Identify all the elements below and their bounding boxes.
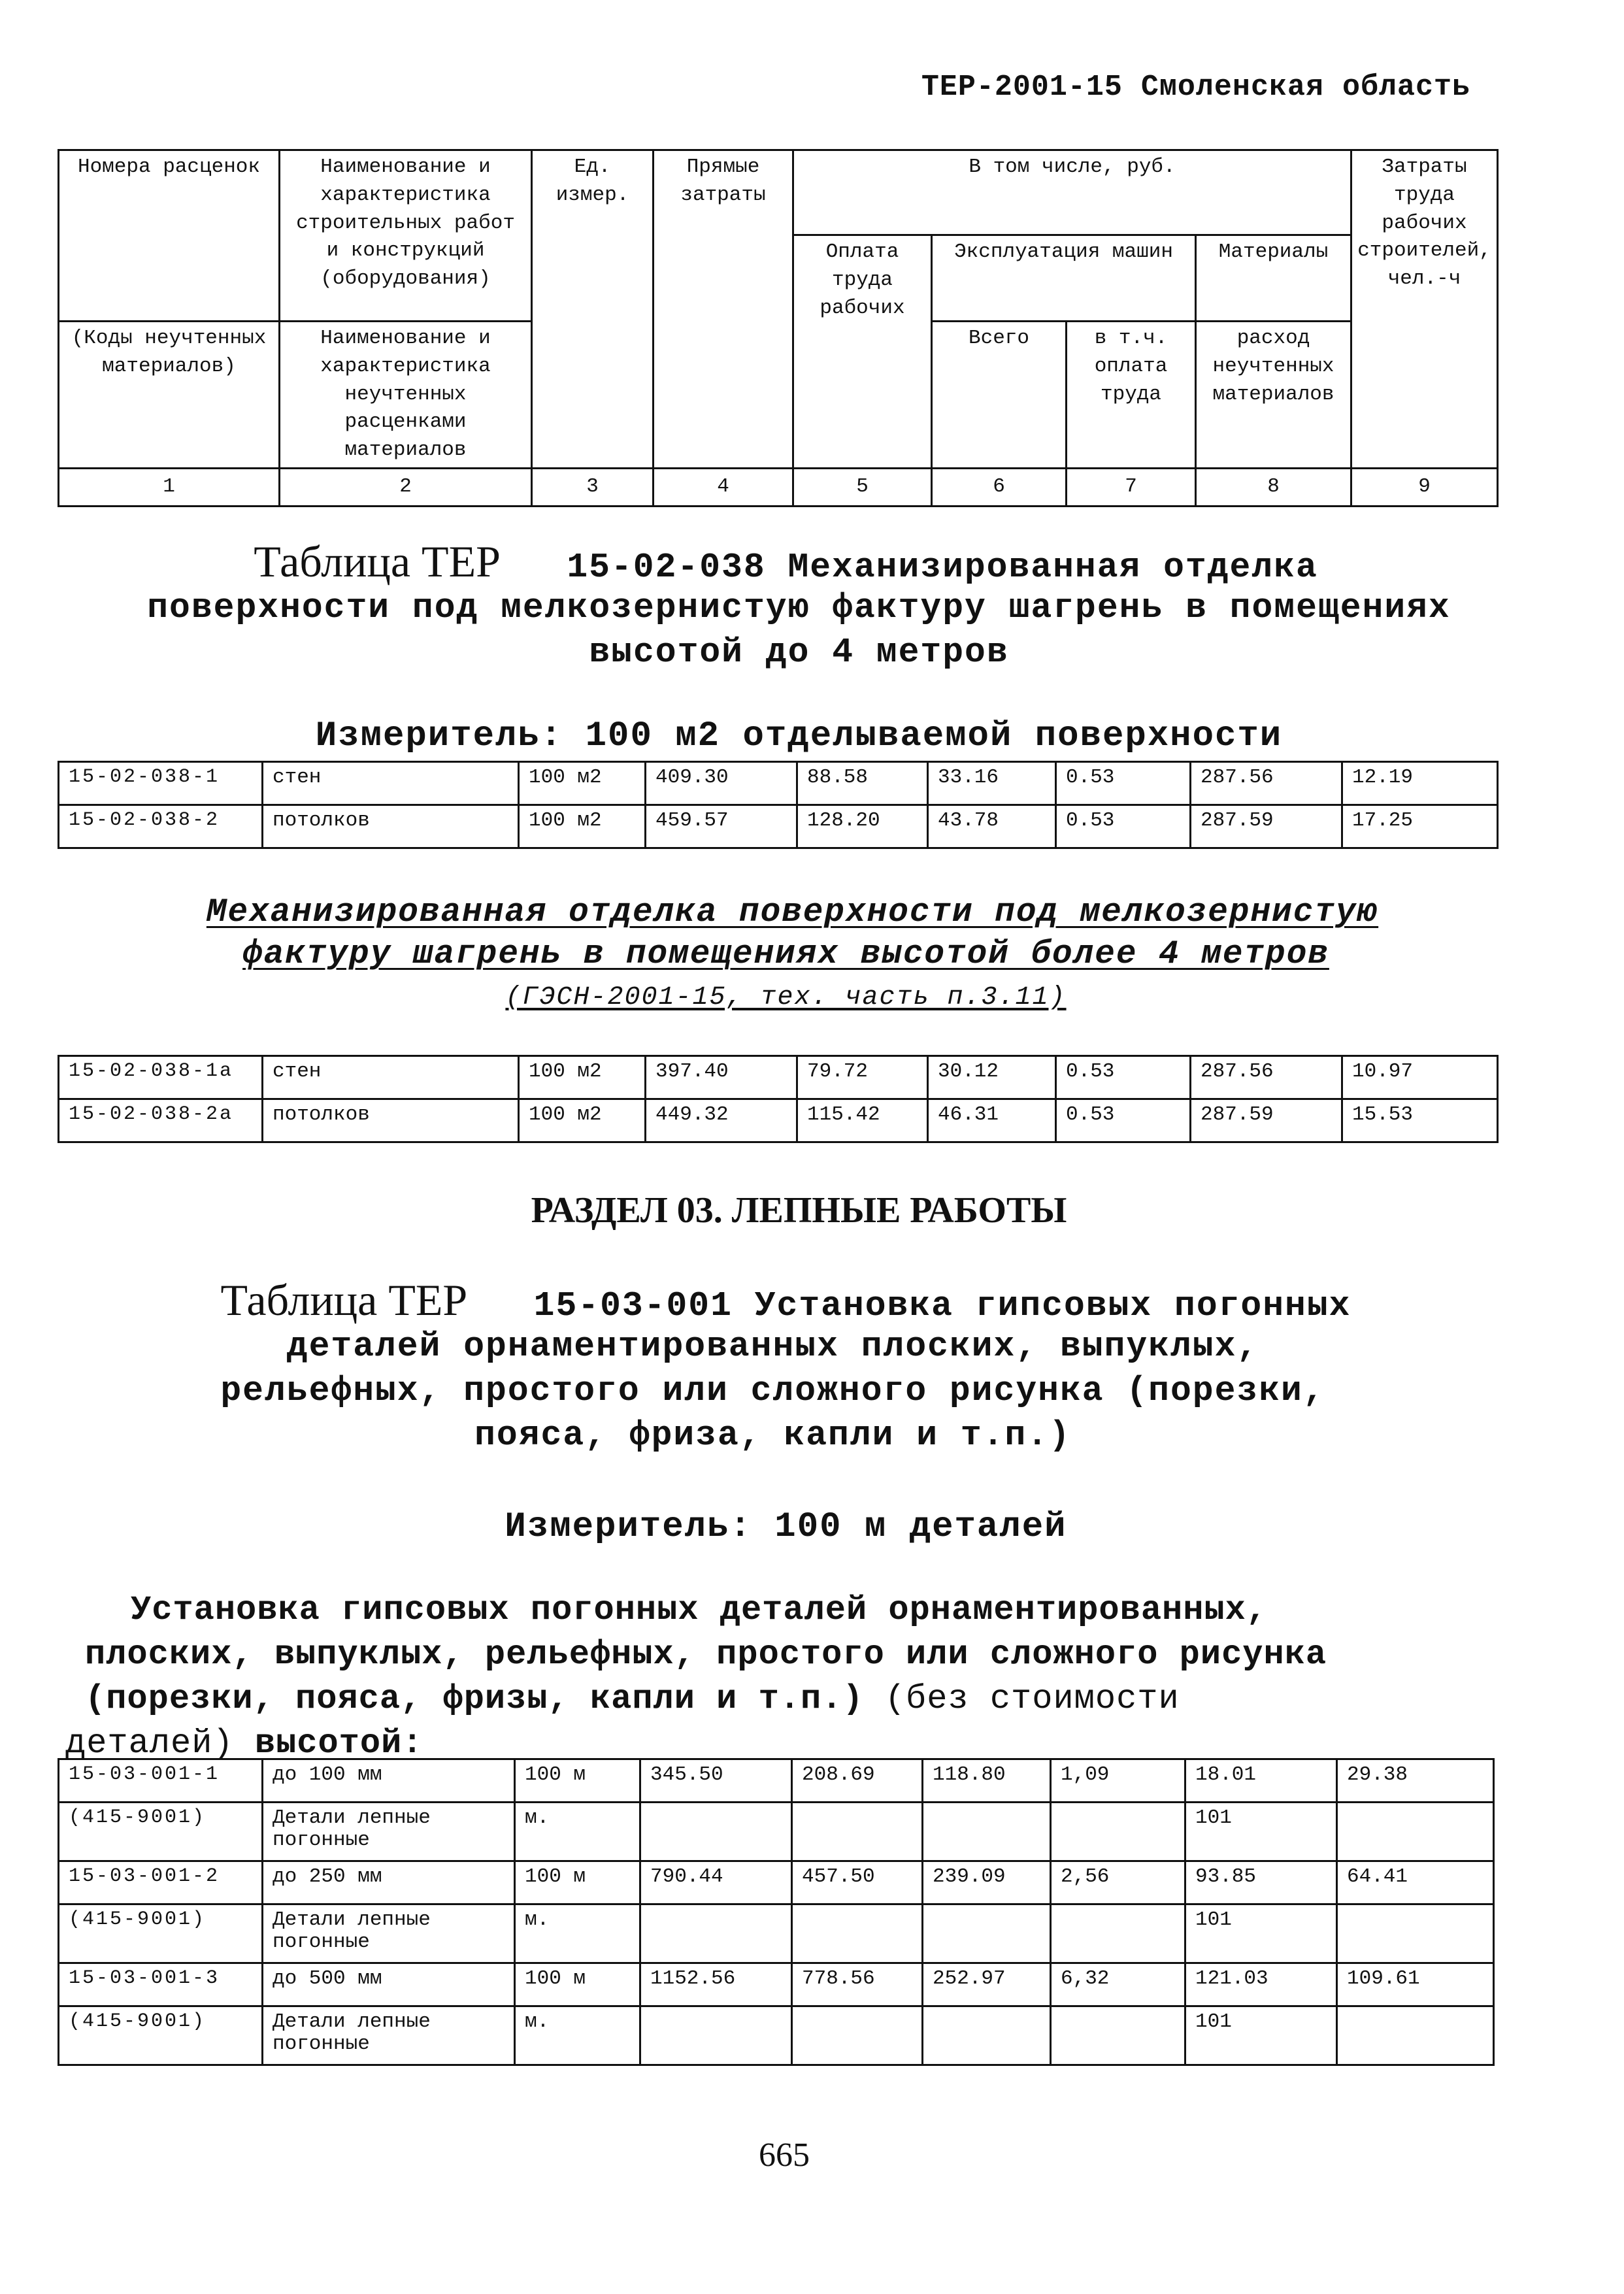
table1-title-line1 (0, 536, 1598, 588)
rate-unit: 100 м (515, 1963, 640, 2006)
rate-materials: 287.56 (1191, 1056, 1342, 1099)
empty-cell (923, 1803, 1051, 1861)
rate-name: стен (263, 762, 519, 805)
table-row (59, 2006, 1494, 2065)
rate-labor-pay: 208.69 (792, 1759, 923, 1803)
rate-unit: 100 м (515, 1861, 640, 1904)
header-unit: Ед. измер. (532, 150, 654, 469)
table-row (59, 1803, 1494, 1861)
table-row (59, 762, 1498, 805)
rate-materials: 18.01 (1185, 1759, 1337, 1803)
header-rate-numbers: Номера расценок (59, 150, 280, 322)
material-name: Детали лепные погонные (263, 2006, 515, 2065)
header-machine-operation: Эксплуатация машин (932, 235, 1196, 322)
rate-labor-hours: 15.53 (1342, 1099, 1498, 1142)
table-row (59, 1099, 1498, 1142)
rate-labor-hours: 29.38 (1337, 1759, 1494, 1803)
rate-code: 15-02-038-2 (59, 805, 263, 848)
rate-unit: 100 м (515, 1759, 640, 1803)
table1-measure: Измеритель: 100 м2 отделываемой поверхности (315, 716, 1283, 756)
rate-labor-hours: 64.41 (1337, 1861, 1494, 1904)
table-row (59, 1056, 1498, 1099)
rate-code: 15-03-001-1 (59, 1759, 263, 1803)
table1a-data (58, 1055, 1499, 1143)
rate-machines-labor: 6,32 (1051, 1963, 1185, 2006)
rate-code: 15-02-038-2а (59, 1099, 263, 1142)
column-number: 1 (59, 468, 280, 506)
table-row (59, 1861, 1494, 1904)
material-consumption: 101 (1185, 1803, 1337, 1861)
table-row (59, 1963, 1494, 2006)
table-row (59, 805, 1498, 848)
table2-measure: Измеритель: 100 м деталей (505, 1507, 1067, 1547)
rate-unit: 100 м2 (519, 762, 646, 805)
table1-title-line2: поверхности под мелкозернистую фактуру шагрень в помещениях (147, 588, 1451, 627)
table2-title-line1 (0, 1274, 1598, 1326)
rate-machines: 43.78 (928, 805, 1056, 848)
table1-code: 15-02-038 (567, 548, 766, 587)
rate-direct: 409.30 (646, 762, 797, 805)
empty-cell (1051, 2006, 1185, 2065)
rate-materials: 121.03 (1185, 1963, 1337, 2006)
material-code: (415-9001) (59, 1904, 263, 1963)
column-number: 4 (654, 468, 793, 506)
header-machines-labor: в т.ч. оплата труда (1067, 322, 1196, 469)
rate-machines: 252.97 (923, 1963, 1051, 2006)
empty-cell (923, 1904, 1051, 1963)
column-number: 2 (280, 468, 532, 506)
material-consumption: 101 (1185, 1904, 1337, 1963)
rate-unit: 100 м2 (519, 805, 646, 848)
rate-name: потолков (263, 1099, 519, 1142)
empty-cell (640, 1904, 792, 1963)
column-number: 5 (793, 468, 932, 506)
material-name: Детали лепные погонные (263, 1803, 515, 1861)
description-line: плоских, выпуклых, рельефных, простого или сложного рисунка (85, 1635, 1327, 1674)
rate-materials: 287.59 (1191, 805, 1342, 848)
rate-direct: 397.40 (646, 1056, 797, 1099)
material-unit: м. (515, 1904, 640, 1963)
table1-title-line3: высотой до 4 метров (589, 633, 1009, 672)
rate-name: стен (263, 1056, 519, 1099)
rate-labor-hours: 10.97 (1342, 1056, 1498, 1099)
empty-cell (792, 1803, 923, 1861)
rate-code: 15-03-001-3 (59, 1963, 263, 2006)
rate-machines-labor: 0.53 (1056, 762, 1191, 805)
rate-labor-hours: 12.19 (1342, 762, 1498, 805)
header-machines-total: Всего (932, 322, 1067, 469)
rate-labor-hours: 17.25 (1342, 805, 1498, 848)
rate-name: до 500 мм (263, 1963, 515, 2006)
table1-title-text: Механизированная отделка (787, 548, 1318, 587)
rate-labor-hours: 109.61 (1337, 1963, 1494, 2006)
empty-cell (1337, 1904, 1494, 1963)
header-direct-costs: Прямые затраты (654, 150, 793, 469)
material-code: (415-9001) (59, 2006, 263, 2065)
header-unaccounted-codes: (Коды неучтенных материалов) (59, 322, 280, 469)
table2-title-text: Установка гипсовых погонных (754, 1286, 1351, 1325)
rate-unit: 100 м2 (519, 1099, 646, 1142)
material-consumption: 101 (1185, 2006, 1337, 2065)
rate-direct: 345.50 (640, 1759, 792, 1803)
rate-code: 15-02-038-1 (59, 762, 263, 805)
column-header-table (58, 149, 1499, 507)
rate-labor-pay: 88.58 (797, 762, 928, 805)
header-labor-pay: Оплата труда рабочих (793, 235, 932, 469)
page-number: 665 (759, 2136, 810, 2174)
column-number: 8 (1196, 468, 1351, 506)
empty-cell (792, 1904, 923, 1963)
rate-machines: 46.31 (928, 1099, 1056, 1142)
table2-code: 15-03-001 (533, 1286, 733, 1325)
header-unaccounted-name: Наименование и характеристика неучтенных расценками материалов (280, 322, 532, 469)
material-code: (415-9001) (59, 1803, 263, 1861)
rate-machines: 30.12 (928, 1056, 1056, 1099)
rate-direct: 449.32 (646, 1099, 797, 1142)
empty-cell (1337, 2006, 1494, 2065)
empty-cell (792, 2006, 923, 2065)
table2-word: Таблица ТЕР (220, 1275, 468, 1325)
table2-title-line3: рельефных, простого или сложного рисунка (порезки, (220, 1371, 1325, 1410)
rate-machines: 33.16 (928, 762, 1056, 805)
header-unaccounted-consumption: расход неучтенных материалов (1196, 322, 1351, 469)
table1-word: Таблица ТЕР (254, 537, 501, 586)
table-row (59, 1904, 1494, 1963)
table1-data (58, 761, 1499, 849)
description-line (85, 1677, 1555, 1721)
empty-cell (640, 2006, 792, 2065)
subtitle-ref: (ГЭСН-2001-15, тех. часть п.3.11) (505, 983, 1067, 1012)
table2-description (65, 1588, 1555, 1766)
rate-labor-pay: 115.42 (797, 1099, 928, 1142)
rate-name: до 250 мм (263, 1861, 515, 1904)
column-number: 7 (1067, 468, 1196, 506)
rate-machines-labor: 0.53 (1056, 1099, 1191, 1142)
rate-unit: 100 м2 (519, 1056, 646, 1099)
subtitle-line2: фактуру шагрень в помещениях высотой более 4 метров (242, 936, 1329, 973)
empty-cell (923, 2006, 1051, 2065)
rate-materials: 287.59 (1191, 1099, 1342, 1142)
header-labor-costs: Затраты труда рабочих строителей, чел.-ч (1351, 150, 1498, 469)
description-note: деталей) (65, 1724, 234, 1763)
rate-machines-labor: 2,56 (1051, 1861, 1185, 1904)
running-header: ТЕР-2001-15 Смоленская область (921, 71, 1470, 104)
description-note: (без стоимости (884, 1680, 1180, 1718)
header-materials: Материалы (1196, 235, 1351, 322)
description-line: Установка гипсовых погонных деталей орнаментированных, (131, 1591, 1268, 1629)
rate-labor-pay: 778.56 (792, 1963, 923, 2006)
column-number: 9 (1351, 468, 1498, 506)
empty-cell (1337, 1803, 1494, 1861)
table-row (59, 1759, 1494, 1803)
material-unit: м. (515, 1803, 640, 1861)
empty-cell (640, 1803, 792, 1861)
header-work-name: Наименование и характеристика строительных работ и конструкций (оборудования) (280, 150, 532, 322)
description-text: высотой: (254, 1724, 423, 1763)
empty-cell (1051, 1803, 1185, 1861)
rate-code: 15-02-038-1а (59, 1056, 263, 1099)
rate-name: потолков (263, 805, 519, 848)
rate-direct: 1152.56 (640, 1963, 792, 2006)
column-number: 6 (932, 468, 1067, 506)
material-name: Детали лепные погонные (263, 1904, 515, 1963)
rate-direct: 790.44 (640, 1861, 792, 1904)
rate-materials: 93.85 (1185, 1861, 1337, 1904)
rate-materials: 287.56 (1191, 762, 1342, 805)
rate-direct: 459.57 (646, 805, 797, 848)
rate-machines: 118.80 (923, 1759, 1051, 1803)
rate-machines: 239.09 (923, 1861, 1051, 1904)
rate-name: до 100 мм (263, 1759, 515, 1803)
rate-code: 15-03-001-2 (59, 1861, 263, 1904)
empty-cell (1051, 1904, 1185, 1963)
table2-title-line2: деталей орнаментированных плоских, выпуклых, (286, 1327, 1259, 1366)
rate-machines-labor: 0.53 (1056, 805, 1191, 848)
section-title: РАЗДЕЛ 03. ЛЕПНЫЕ РАБОТЫ (531, 1190, 1067, 1231)
table2-title-line4: пояса, фриза, капли и т.п.) (474, 1416, 1071, 1455)
header-including-group: В том числе, руб. (793, 150, 1351, 235)
subtitle-line1: Механизированная отделка поверхности под мелкозернистую (206, 894, 1379, 931)
column-number: 3 (532, 468, 654, 506)
material-unit: м. (515, 2006, 640, 2065)
description-text: (порезки, пояса, фризы, капли и т.п.) (85, 1680, 864, 1718)
rate-machines-labor: 0.53 (1056, 1056, 1191, 1099)
table2-data (58, 1758, 1495, 2066)
rate-machines-labor: 1,09 (1051, 1759, 1185, 1803)
rate-labor-pay: 128.20 (797, 805, 928, 848)
rate-labor-pay: 457.50 (792, 1861, 923, 1904)
rate-labor-pay: 79.72 (797, 1056, 928, 1099)
